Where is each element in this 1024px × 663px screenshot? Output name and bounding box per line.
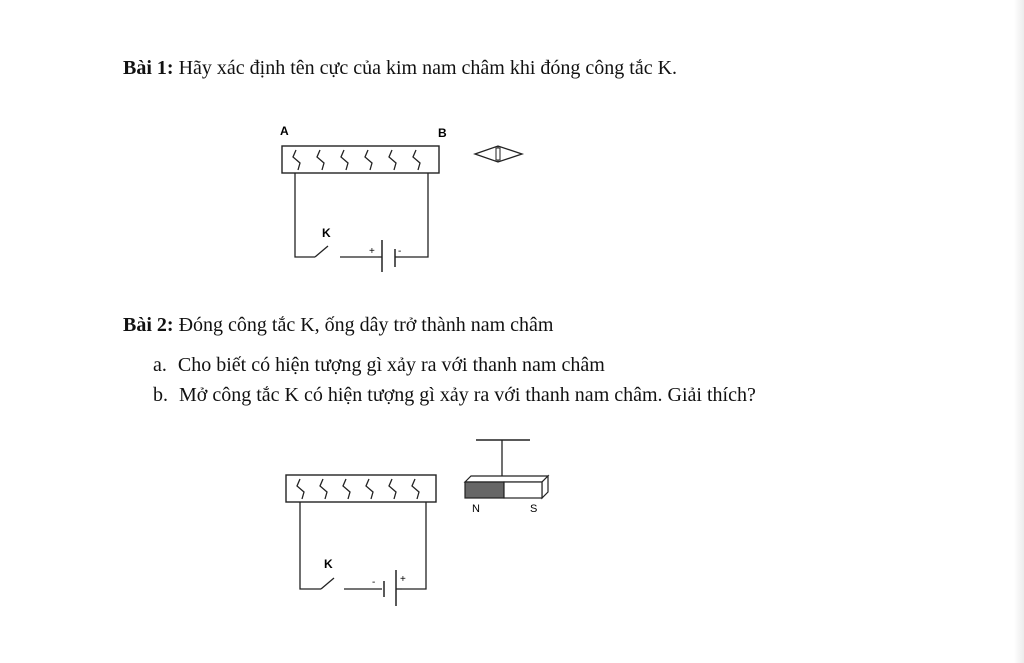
item-marker: a. [153, 354, 167, 376]
wire-left [300, 502, 321, 589]
item-text: Cho biết có hiện tượng gì xảy ra với thanh nam châm [177, 354, 605, 376]
magnet-south-half [504, 482, 542, 498]
exercise2-prompt [123, 313, 553, 337]
switch-label: K [322, 226, 331, 240]
exercise1-prompt [123, 56, 677, 80]
switch-label: K [324, 557, 333, 571]
magnet-n-label: N [472, 503, 480, 515]
exercise1-figure [270, 115, 560, 280]
label-a: A [280, 124, 289, 138]
switch-k [315, 246, 328, 257]
battery-plus-sign: + [369, 246, 375, 257]
solenoid-coil [286, 475, 436, 502]
magnet-north-half [465, 482, 504, 498]
magnet-s-label: S [530, 503, 538, 515]
switch-k [321, 578, 334, 589]
solenoid-circuit-diagram-1 [270, 115, 560, 280]
battery-plus-sign: + [400, 574, 406, 585]
wire-right [400, 173, 428, 257]
exercise1-text: Hãy xác định tên cực của kim nam châm khi đóng công tắc K. [173, 57, 678, 79]
exercise2-item-a [153, 353, 605, 377]
label-b: B [438, 126, 447, 140]
wire-left [295, 173, 315, 257]
exercise2-label: Bài 2: [123, 314, 174, 336]
coil-windings [293, 150, 420, 170]
item-marker: b. [153, 384, 168, 406]
exercise2-text: Đóng công tắc K, ống dây trở thành nam châm [173, 314, 554, 336]
page-edge-shadow [1014, 0, 1024, 663]
exercise1-label: Bài 1: [123, 57, 174, 79]
item-text: Mở công tắc K có hiện tượng gì xảy ra với thanh nam châm. Giải thích? [179, 384, 756, 406]
solenoid-circuit-diagram-2 [270, 430, 570, 620]
exercise2-figure [270, 430, 570, 620]
exercise2-item-b [153, 383, 756, 407]
battery-minus-sign: - [398, 246, 402, 257]
coil-windings [297, 479, 419, 499]
battery-minus-sign: - [372, 577, 376, 588]
